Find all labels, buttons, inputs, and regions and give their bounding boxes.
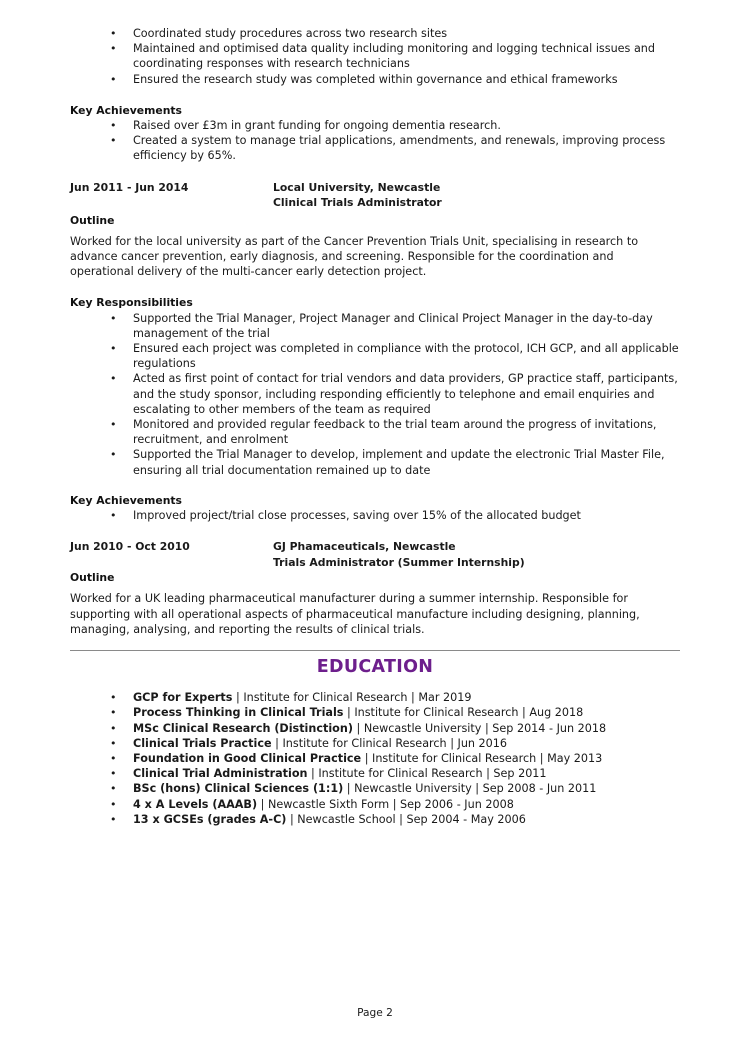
list-item: • Ensured the research study was completed within governance and ethical frameworks	[70, 72, 680, 87]
job-header	[70, 539, 680, 570]
list-item: • Coordinated study procedures across two research sites	[70, 26, 680, 41]
qualification-name: MSc Clinical Research (Distinction)	[133, 721, 353, 735]
education-heading: EDUCATION	[316, 657, 434, 678]
outline-heading: Outline	[70, 571, 115, 585]
qualification-details: | Newcastle Sixth Form | Sep 2006 - Jun 2008	[257, 797, 514, 811]
list-item: • Created a system to manage trial applications, amendments, and renewals, improving process efficiency by 65%.	[70, 133, 680, 163]
education-item	[70, 690, 680, 705]
education-item	[70, 705, 680, 720]
qualification-name: Clinical Trials Practice	[133, 736, 272, 750]
list-item: • Ensured each project was completed in compliance with the protocol, ICH GCP, and all applicable regulations	[70, 341, 680, 371]
list-item: • Acted as first point of contact for trial vendors and data providers, GP practice staff, participants, and the study sponsor, including responding efficiently to telephone and email enquiries and escalating to other members of the team as required	[70, 371, 680, 417]
list-item: • Improved project/trial close processes, saving over 15% of the allocated budget	[70, 508, 680, 523]
job-dates: Jun 2011 - Jun 2014	[70, 180, 189, 194]
qualification-details: | Newcastle School | Sep 2004 - May 2006	[286, 812, 526, 826]
job-header	[70, 180, 680, 211]
achievements-list	[70, 508, 680, 523]
list-item: • Monitored and provided regular feedback to the trial team around the progress of invitations, recruitment, and enrolment	[70, 417, 680, 447]
job-role: Clinical Trials Administrator	[273, 196, 442, 210]
education-item	[70, 781, 680, 796]
job-organisation: Local University, Newcastle	[273, 180, 441, 194]
qualification-name: Clinical Trial Administration	[133, 767, 308, 781]
key-achievements-heading: Key Achievements	[70, 103, 182, 117]
job-org-block	[273, 539, 525, 570]
qualification-details: | Institute for Clinical Research | Aug 2018	[343, 706, 584, 720]
job-outline-text: Worked for the local university as part of the Cancer Prevention Trials Unit, specialising in research to advance cancer prevention, early diagnosis, and screening. Responsible for the coordination and operational delivery of the multi-cancer early detection project.	[70, 234, 639, 279]
outline-heading: Outline	[70, 213, 115, 227]
list-item: • Supported the Trial Manager, Project Manager and Clinical Project Manager in the day-to-day management of the trial	[70, 311, 680, 341]
education-item	[70, 797, 680, 812]
education-item	[70, 751, 680, 766]
qualification-name: GCP for Experts	[133, 691, 233, 705]
job-role: Trials Administrator (Summer Internship)	[273, 555, 525, 569]
list-item: • Maintained and optimised data quality including monitoring and logging technical issues and coordinating responses with research technicians	[70, 41, 680, 71]
page-number: Page 2	[357, 1007, 393, 1019]
education-item	[70, 736, 680, 751]
job-outline-text: Worked for a UK leading pharmaceutical manufacturer during a summer internship. Responsible for supporting with all operational aspects of pharmaceutical manufacture including designing, planning, managing, analysing, and reporting the results of clinical trials.	[70, 592, 640, 636]
list-item: • Raised over £3m in grant funding for ongoing dementia research.	[70, 118, 680, 133]
qualification-name: Foundation in Good Clinical Practice	[133, 751, 362, 765]
qualification-details: | Institute for Clinical Research | May 2013	[361, 751, 603, 765]
key-achievements-heading: Key Achievements	[70, 493, 182, 507]
job-org-block	[273, 180, 442, 211]
responsibilities-list	[70, 311, 680, 478]
education-list	[70, 690, 680, 827]
qualification-name: Process Thinking in Clinical Trials	[133, 706, 344, 720]
qualification-details: | Newcastle University | Sep 2008 - Jun 2011	[343, 782, 597, 796]
education-item	[70, 812, 680, 827]
key-responsibilities-heading: Key Responsibilities	[70, 296, 193, 310]
list-item: • Supported the Trial Manager to develop, implement and update the electronic Trial Master File, ensuring all trial documentation remained up to date	[70, 447, 680, 477]
qualification-details: | Institute for Clinical Research | Sep 2011	[307, 767, 547, 781]
education-item	[70, 721, 680, 736]
cv-page-content	[70, 26, 680, 827]
qualification-name: 13 x GCSEs (grades A-C)	[133, 812, 287, 826]
job-organisation: GJ Phamaceuticals, Newcastle	[273, 540, 456, 554]
job-dates: Jun 2010 - Oct 2010	[70, 540, 190, 554]
qualification-details: | Newcastle University | Sep 2014 - Jun 2018	[352, 721, 607, 735]
continued-achievements-list	[70, 118, 680, 164]
qualification-details: | Institute for Clinical Research | Jun 2016	[271, 736, 508, 750]
continued-responsibilities-list	[70, 26, 680, 87]
qualification-details: | Institute for Clinical Research | Mar 2019	[232, 691, 472, 705]
education-item	[70, 766, 680, 781]
qualification-name: BSc (hons) Clinical Sciences (1:1)	[133, 782, 344, 796]
qualification-name: 4 x A Levels (AAAB)	[133, 797, 258, 811]
